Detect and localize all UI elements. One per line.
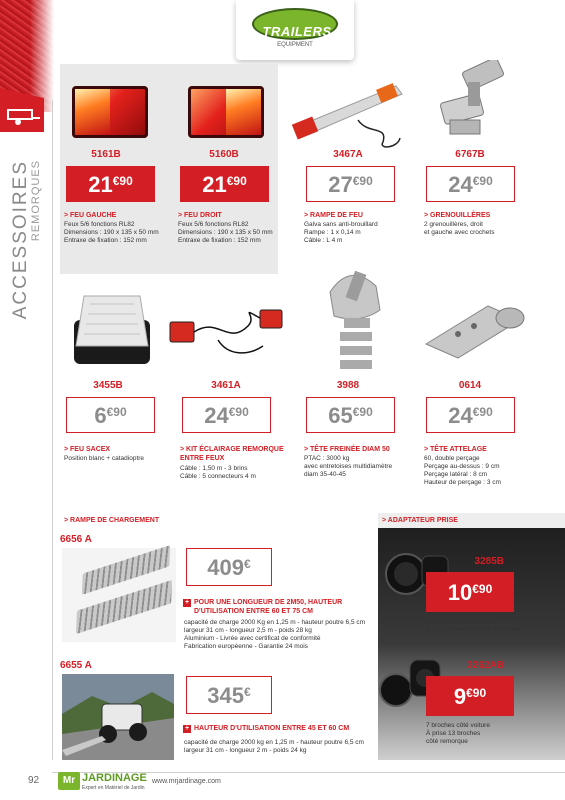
price-cents: €: [244, 685, 251, 699]
price-tag: [182, 397, 271, 433]
product-desc: capacité de charge 2000 Kg en 1,25 m - hauteur poutre 6,5 cm largeur 31 cm - longueur 2,5 m - poids 28 kg Aluminium - Livrée avec certificat de conformité Fabrication européenne - Garantie 24 mois: [184, 619, 366, 650]
section-title: ACCESSOIRES: [10, 160, 31, 320]
product-ref: 6767B: [455, 149, 485, 160]
price-tag: [306, 397, 395, 433]
price-cents: €90: [226, 174, 247, 188]
product-title: > FEU DROIT: [178, 212, 222, 219]
product-title: > RAMPE DE FEU: [304, 212, 363, 219]
price-tag: [66, 166, 155, 202]
footer-url[interactable]: www.mrjardinage.com: [152, 778, 221, 785]
price-tag: [426, 572, 514, 612]
product-ref: 3461A: [211, 380, 241, 391]
price-main: 24: [204, 403, 229, 428]
product-desc: PTAC : 3000 kg avec entretoises multidiamètre diam 35-40-45: [304, 455, 393, 478]
price-main: 27: [328, 172, 353, 197]
product-ref: 6655 A: [60, 660, 92, 671]
product-title: > TÊTE FREINÉE DIAM 50: [304, 446, 390, 453]
hitch-head-image: [418, 298, 528, 368]
price-main: 21: [88, 172, 113, 197]
lighting-kit-image: [168, 296, 286, 360]
light-bar-image: [288, 80, 408, 150]
price-cents: €90: [466, 686, 487, 700]
price-main: 24: [448, 403, 473, 428]
product-desc: Feux 5/6 fonctions RL82 Dimensions : 190 x 135 x 50 mm Entraxe de fixation : 152 mm: [178, 221, 273, 244]
section-subtitle: REMORQUES: [30, 160, 42, 242]
product-desc: 7 broches côté voiture À prise 13 broches côté remorque: [426, 722, 490, 745]
product-title: HAUTEUR D'UTILISATION ENTRE 45 ET 60 CM: [194, 725, 350, 732]
product-desc: capacité de charge 2000 kg en 1,25 m - hauteur poutre 6,5 cm largeur 31 cm - longueur 2 m - poids 24 kg: [184, 739, 364, 754]
product-desc: 13 broches côté voiture À prise 7 broches côté remorque: [426, 618, 521, 633]
tail-light-left-image: [72, 86, 148, 138]
product-ref: 5161B: [91, 149, 121, 160]
product-ref: 6656 A: [60, 534, 92, 545]
price-main: 24: [448, 172, 473, 197]
section-side-title: [10, 160, 42, 560]
price-main: 345: [207, 683, 245, 708]
price-cents: €90: [352, 174, 373, 188]
price-cents: €90: [472, 174, 493, 188]
tail-light-right-image: [188, 86, 264, 138]
page-number: 92: [28, 775, 40, 786]
price-main: 21: [202, 172, 227, 197]
product-ref: 3467A: [333, 149, 363, 160]
atv-ramp-image: [62, 674, 174, 760]
brand-logo: [236, 0, 354, 60]
sacex-light-image: [70, 290, 156, 366]
footer-tagline: Expert en Matériel de Jardin: [82, 785, 145, 791]
footer-logo-mark: Mr: [58, 772, 80, 790]
price-main: 9: [453, 684, 467, 709]
price-tag: [426, 166, 515, 202]
plus-icon: +: [184, 725, 190, 732]
product-desc: 2 grenouillères, droit et gauche avec crochets: [424, 221, 495, 236]
price-cents: €90: [106, 405, 127, 419]
product-ref: 3285B: [474, 556, 504, 567]
price-cents: €90: [228, 405, 249, 419]
product-ref: 0614: [458, 380, 482, 391]
footer-brand: JARDINAGE: [82, 772, 147, 784]
price-main: 10: [447, 580, 473, 605]
price-tag: [426, 676, 514, 716]
price-tag: [426, 397, 515, 433]
product-desc: Feux 5/6 fonctions RL82 Dimensions : 190 x 135 x 50 mm Entraxe de fixation : 152 mm: [64, 221, 159, 244]
product-desc: Câble : 1,50 m - 3 brins Câble : 5 connecteurs 4 m: [180, 465, 256, 480]
product-title: > GRENOUILLÈRES: [424, 212, 491, 219]
plus-icon: +: [184, 599, 190, 606]
product-ref: 5160B: [209, 149, 239, 160]
latch-image: [428, 60, 508, 144]
product-desc: Position blanc + catadioptre: [64, 455, 145, 462]
price-tag: [186, 676, 272, 714]
price-tag: [66, 397, 155, 433]
price-cents: €90: [472, 405, 493, 419]
product-ref: 3455B: [93, 380, 123, 391]
ramps-section-title: > RAMPE DE CHARGEMENT: [64, 517, 160, 524]
logo-text: TRAILERS: [262, 24, 332, 39]
adapters-section-title: > ADAPTATEUR PRISE: [382, 517, 458, 524]
product-title: > FEU SACEX: [64, 446, 111, 453]
price-cents: €90: [472, 582, 493, 596]
logo-subtext: EQUIPMENT: [277, 42, 313, 48]
product-title: > KIT ÉCLAIRAGE REMORQUE ENTRE FEUX: [180, 446, 284, 462]
price-tag: [186, 548, 272, 586]
logo-oval: [252, 8, 338, 40]
product-ref: 3988: [336, 380, 360, 391]
price-main: 6: [94, 403, 107, 428]
coupling-head-image: [310, 262, 394, 374]
price-tag: [306, 166, 395, 202]
price-cents: €: [244, 557, 251, 571]
price-cents: €90: [112, 174, 133, 188]
product-desc: Galva sans anti-brouillard Rampe : 1 x 0,14 m Câble : L 4 m: [304, 221, 378, 244]
divider: [52, 100, 53, 760]
product-title: > TÊTE ATTELAGE: [424, 446, 487, 453]
trailer-icon: [0, 88, 44, 132]
product-desc: 60, double perçage Perçage au-dessus : 9 cm Perçage latéral : 8 cm Hauteur de perçage : 3 cm: [424, 455, 501, 486]
product-title: POUR UNE LONGUEUR DE 2M50, HAUTEUR D'UTILISATION ENTRE 60 ET 75 CM: [194, 599, 343, 615]
price-cents: €90: [352, 405, 373, 419]
product-ref: 3262AB: [467, 660, 504, 671]
price-main: 65: [328, 403, 353, 428]
price-tag: [180, 166, 269, 202]
price-main: 409: [207, 555, 245, 580]
product-title: > FEU GAUCHE: [64, 212, 117, 219]
